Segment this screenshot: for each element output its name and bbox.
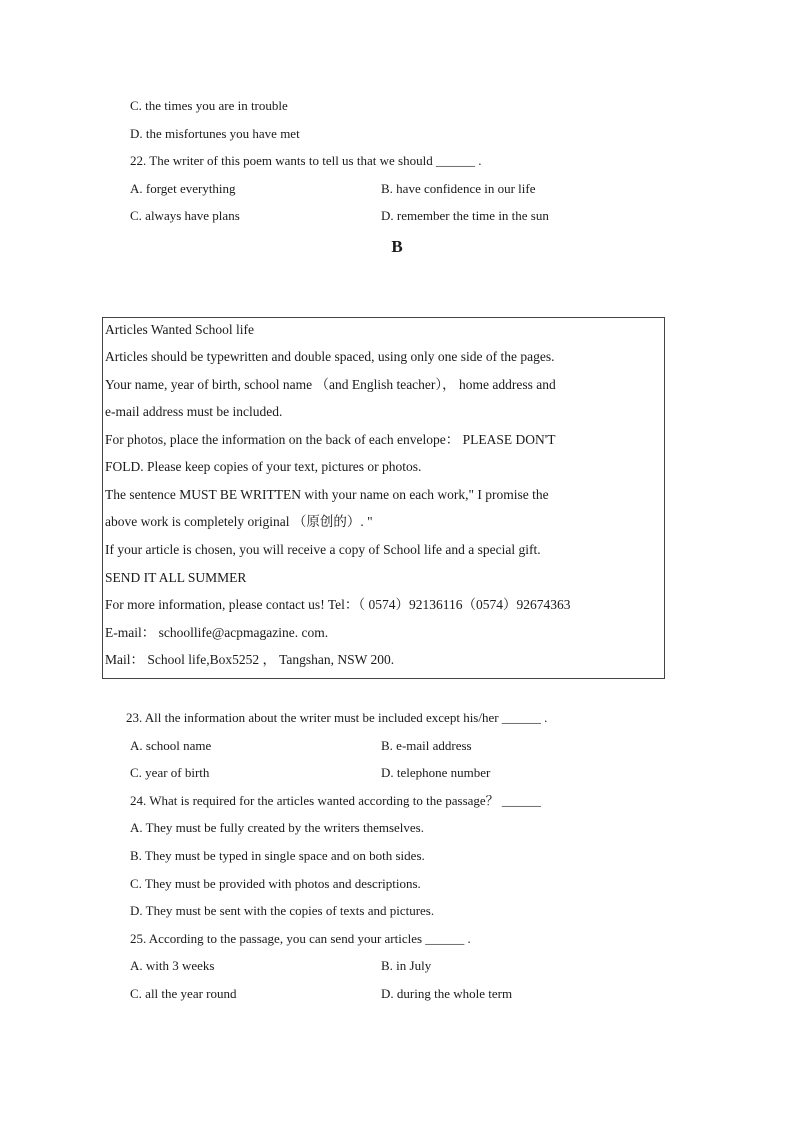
q22-option-b: B. have confidence in our life (381, 181, 536, 196)
notice-line: If your article is chosen, you will receive a copy of School life and a special gift. (105, 542, 541, 557)
q24-option-b: B. They must be typed in single space and on both sides. (130, 848, 425, 863)
notice-line: Mail： School life,Box5252 ， Tangshan, NSW 200. (105, 652, 395, 667)
notice-line: For photos, place the information on the back of each envelope： PLEASE DON'T (105, 432, 556, 447)
notice-line: E-mail： schoollife@acpmagazine. com. (105, 625, 329, 640)
q25-option-c: C. all the year round (130, 986, 237, 1001)
section-heading: B (391, 237, 403, 256)
q25-stem: 25. According to the passage, you can send your articles ______ . (130, 931, 471, 946)
notice-line: Articles Wanted School life (105, 322, 255, 337)
q21-option-c: C. the times you are in trouble (130, 98, 288, 113)
q25-option-b: B. in July (381, 958, 432, 973)
notice-line: FOLD. Please keep copies of your text, pictures or photos. (105, 459, 422, 474)
notice-line: Articles should be typewritten and double spaced, using only one side of the pages. (105, 349, 555, 364)
q21-option-d: D. the misfortunes you have met (130, 126, 300, 141)
q23-option-a: A. school name (130, 738, 212, 753)
q25-option-d: D. during the whole term (381, 986, 513, 1001)
notice-line: SEND IT ALL SUMMER (105, 570, 247, 585)
q22-option-a: A. forget everything (130, 181, 236, 196)
notice-line: The sentence MUST BE WRITTEN with your name on each work," I promise the (105, 487, 549, 502)
q22-stem: 22. The writer of this poem wants to tell us that we should ______ . (130, 153, 482, 168)
notice-line: For more information, please contact us! Tel：（ 0574）92136116（0574）92674363 (105, 597, 571, 612)
notice-line: above work is completely original （原创的）. " (105, 514, 373, 529)
q23-option-b: B. e-mail address (381, 738, 472, 753)
q23-option-c: C. year of birth (130, 765, 210, 780)
q23-option-d: D. telephone number (381, 765, 491, 780)
notice-line: Your name, year of birth, school name （and English teacher）， home address and (105, 377, 556, 392)
q24-option-a: A. They must be fully created by the writers themselves. (130, 820, 424, 835)
notice-line: e-mail address must be included. (105, 404, 283, 419)
notice-box (102, 317, 665, 679)
q23-stem: 23. All the information about the writer must be included except his/her ______ . (126, 710, 548, 725)
q22-option-c: C. always have plans (130, 208, 240, 223)
q24-option-d: D. They must be sent with the copies of texts and pictures. (130, 903, 435, 918)
q22-option-d: D. remember the time in the sun (381, 208, 549, 223)
q24-option-c: C. They must be provided with photos and descriptions. (130, 876, 421, 891)
q25-option-a: A. with 3 weeks (130, 958, 215, 973)
q24-stem: 24. What is required for the articles wanted according to the passage？ ______ (130, 793, 541, 808)
